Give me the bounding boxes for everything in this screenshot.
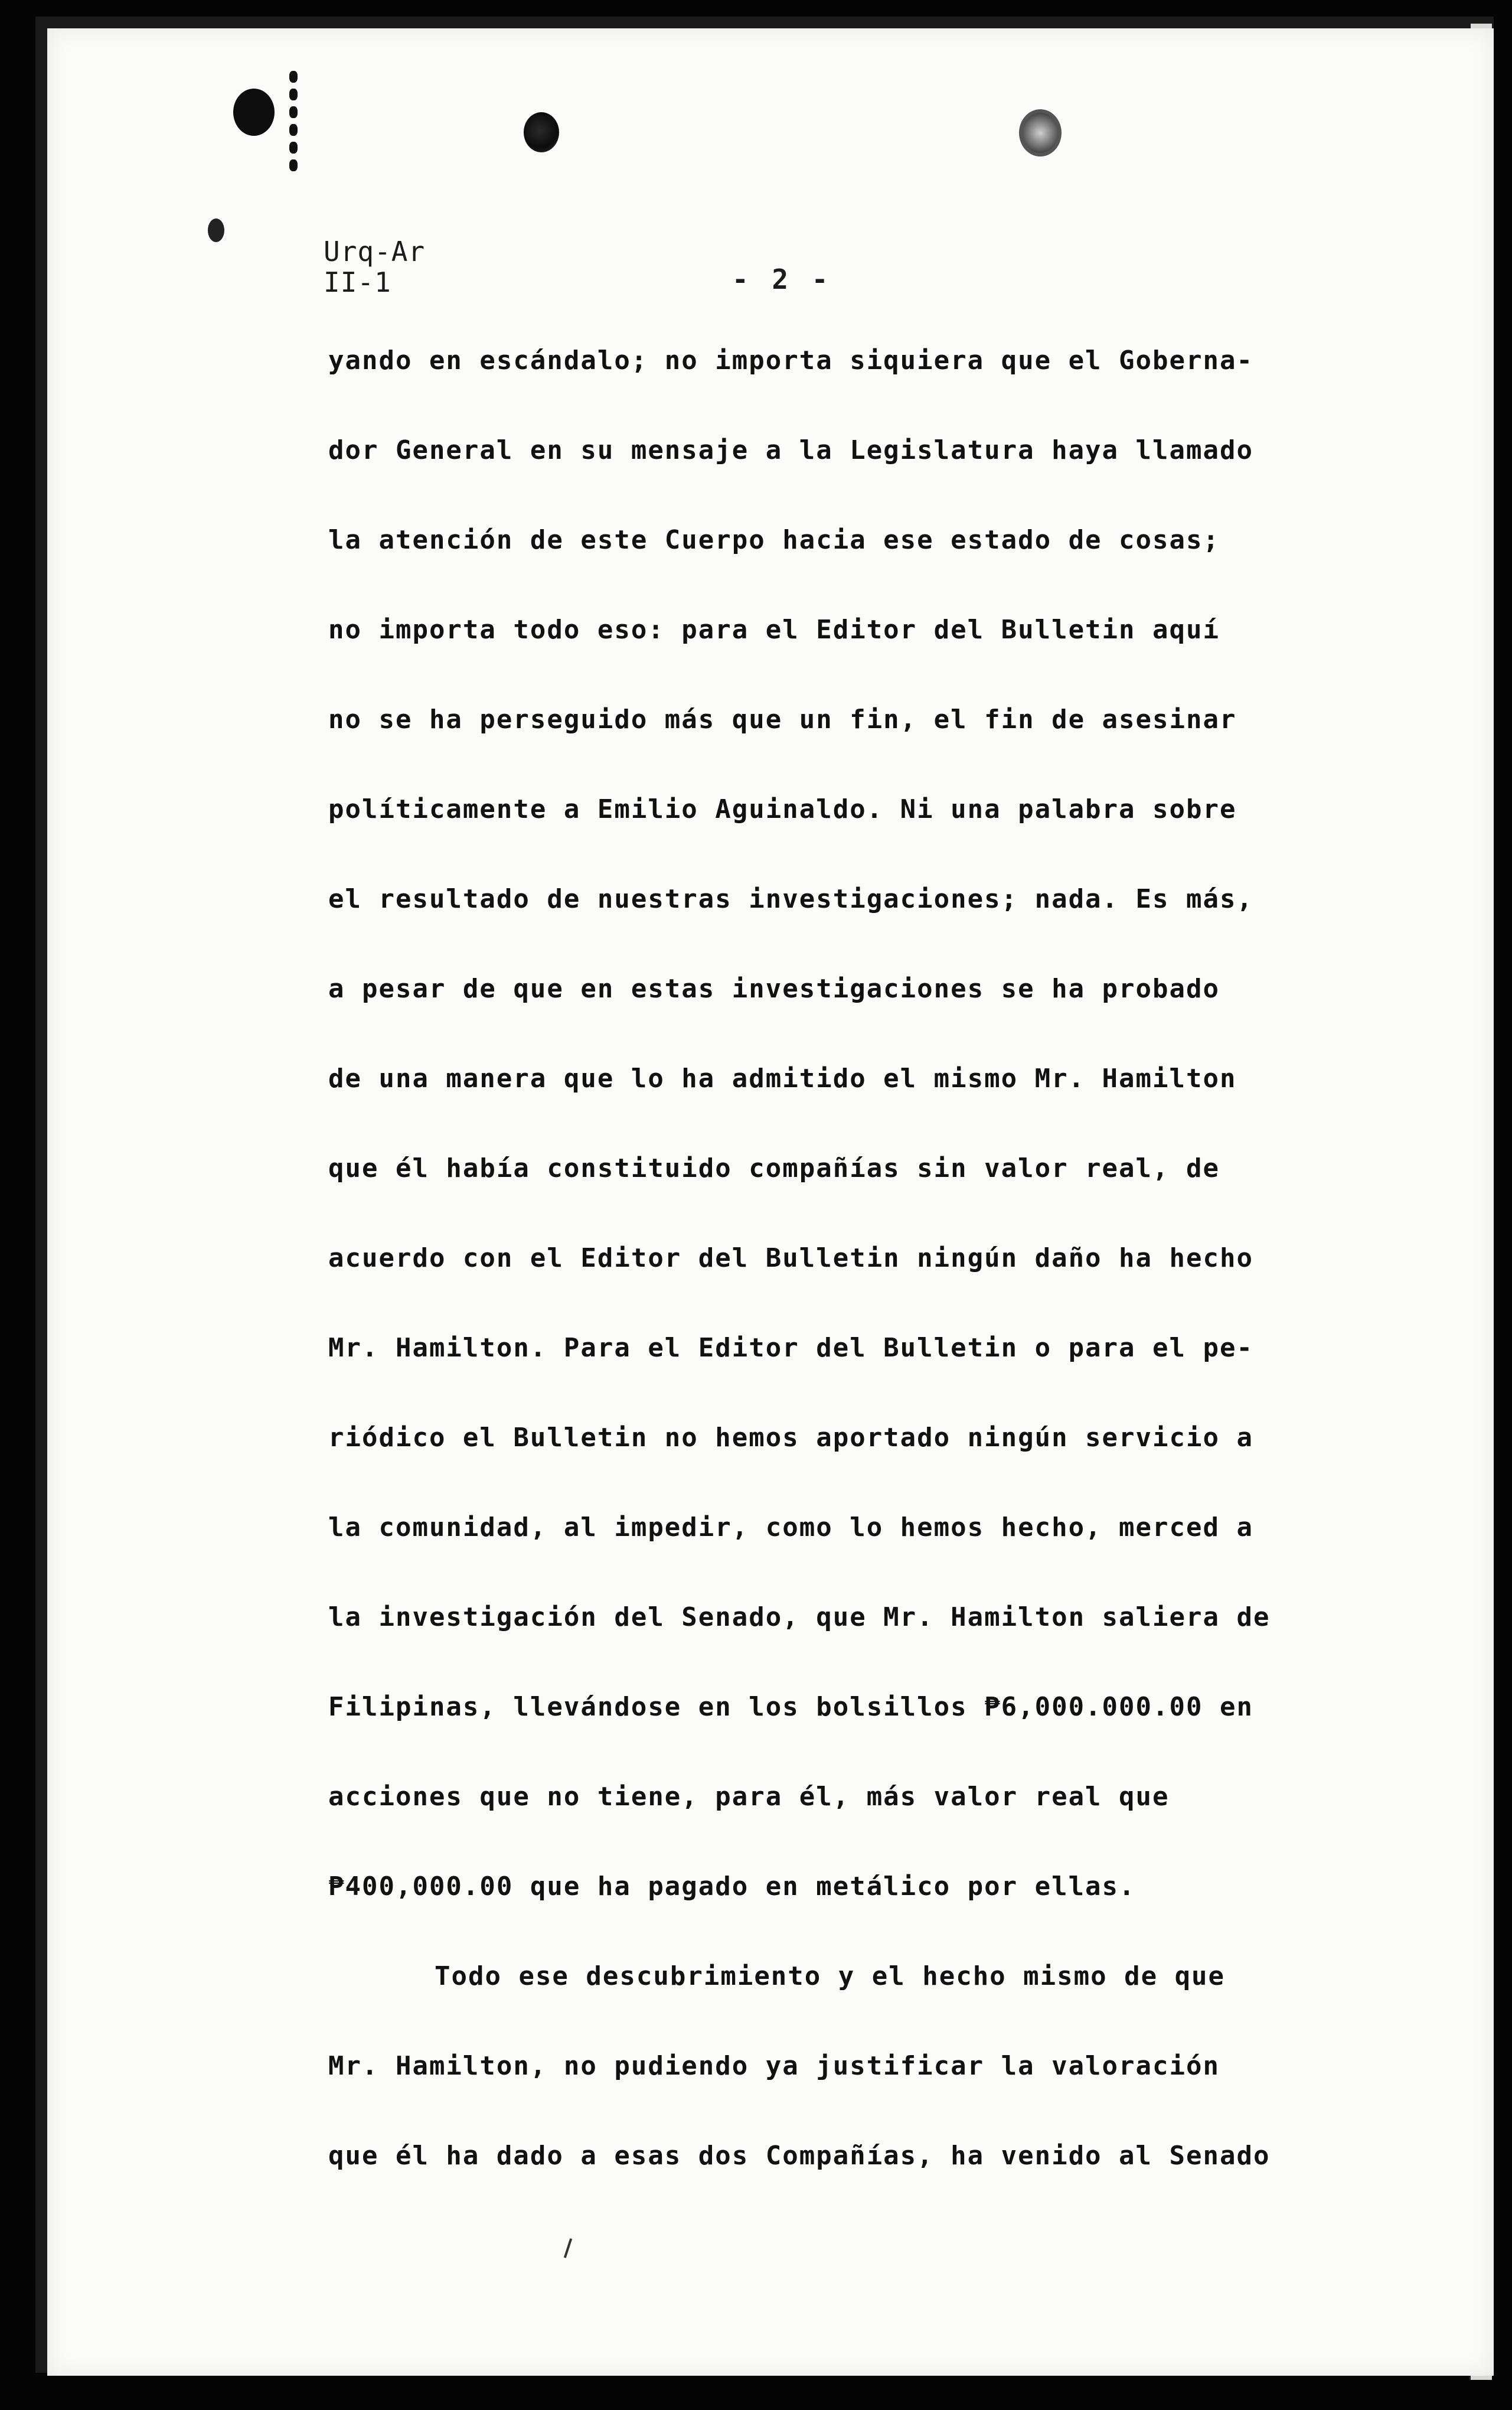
perforation-dot [289,106,298,118]
text-line: Mr. Hamilton, no pudiendo ya justificar la valoración [328,2051,1220,2081]
perforation-dot [289,124,298,136]
body-text [328,345,1356,2230]
text-line: no se ha perseguido más que un fin, el fin de asesinar [328,705,1237,735]
text-line: no importa todo eso: para el Editor del Bulletin aquí [328,615,1220,645]
staple-perforation-marks [286,65,301,201]
text-line: a pesar de que en estas investigaciones se ha probado [328,974,1220,1004]
perforation-dot [289,159,298,171]
reference-line-1: Urq-Ar [324,236,426,268]
reference-line-2: II-1 [324,266,391,298]
perforation-dot [289,89,298,100]
text-line: dor General en su mensaje a la Legislatura haya llamado [328,435,1253,465]
text-line: que él había constituido compañías sin valor real, de [328,1153,1220,1183]
text-line: acuerdo con el Editor del Bulletin ningún daño ha hecho [328,1243,1253,1273]
text-line: Mr. Hamilton. Para el Editor del Bulletin o para el pe- [328,1333,1253,1363]
text-line: yando en escándalo; no importa siquiera que el Goberna- [328,345,1253,376]
text-line: políticamente a Emilio Aguinaldo. Ni una palabra sobre [328,794,1237,824]
perforation-dot [289,142,298,154]
text-line: acciones que no tiene, para él, más valor real que [328,1782,1170,1812]
text-line: de una manera que lo ha admitido el mismo Mr. Hamilton [328,1064,1237,1094]
text-line: Filipinas, llevándose en los bolsillos ₱6,000.000.00 en [328,1692,1253,1722]
punch-hole-left [524,112,559,152]
text-line: la comunidad, al impedir, como lo hemos hecho, merced a [328,1512,1253,1542]
text-line: la atención de este Cuerpo hacia ese estado de cosas; [328,525,1220,555]
punch-hole-right [1019,109,1062,156]
ink-smudge [208,219,224,242]
page-number: - 2 - [732,263,832,295]
text-line: que él ha dado a esas dos Compañías, ha venido al Senado [328,2141,1271,2171]
document-reference [324,236,425,298]
staple-hole-mark [233,89,275,136]
text-line: el resultado de nuestras investigaciones; nada. Es más, [328,884,1253,914]
text-line: riódico el Bulletin no hemos aportado ningún servicio a [328,1423,1253,1453]
text-line: la investigación del Senado, que Mr. Hamilton saliera de [328,1602,1271,1632]
paragraph-start-line: Todo ese descubrimiento y el hecho mismo de que [435,1961,1226,1991]
text-line: ₱400,000.00 que ha pagado en metálico por ellas. [328,1871,1136,1902]
perforation-dot [289,71,298,83]
